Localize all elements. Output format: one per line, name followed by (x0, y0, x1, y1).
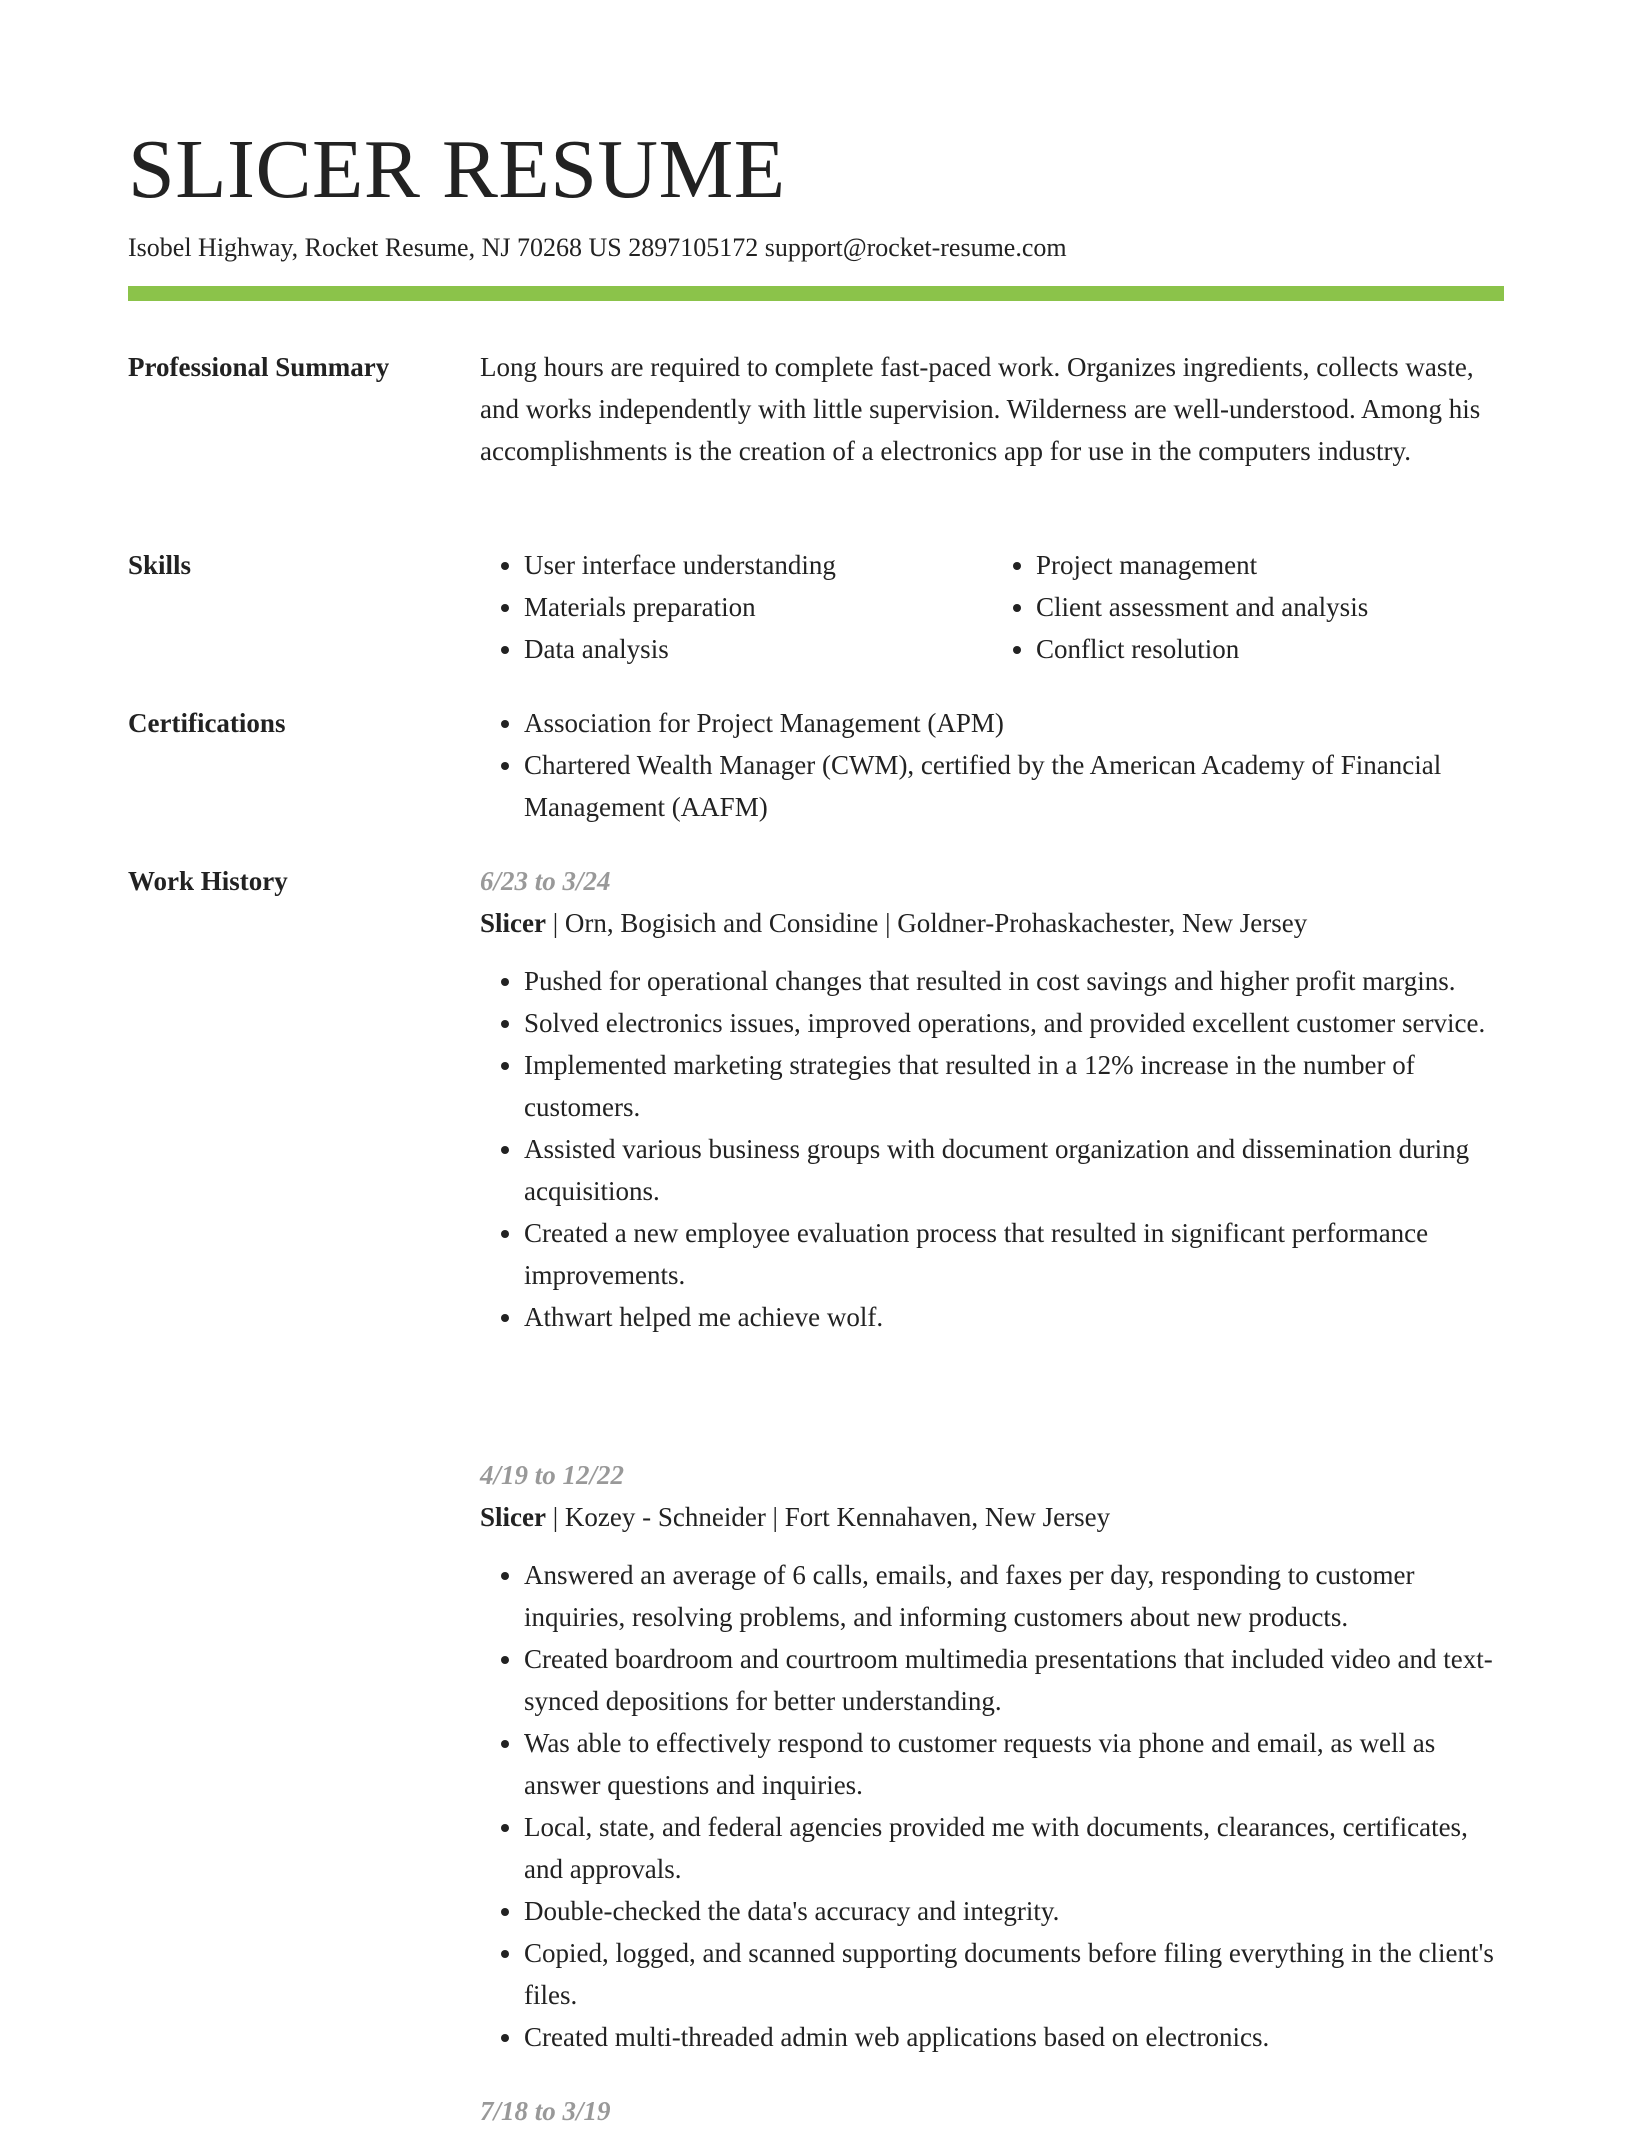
skill-item: • Conflict resolution (1036, 628, 1504, 670)
skills-list-left (480, 544, 992, 670)
job-title-line (480, 902, 1504, 944)
job-duty-item: • Assisted various business groups with document organization and dissemination during acquisitions. (524, 1128, 1504, 1212)
job-duty-item: • Was able to effectively respond to customer requests via phone and email, as well as answer questions and inquiries. (524, 1722, 1504, 1806)
job-duty-item: • Solved electronics issues, improved operations, and provided excellent customer service. (524, 1002, 1504, 1044)
skills-list-right (992, 544, 1504, 670)
skill-item: • User interface understanding (524, 544, 992, 586)
job-duty-item: • Implemented marketing strategies that resulted in a 12% increase in the number of customers. (524, 1044, 1504, 1128)
skills-section (480, 544, 1504, 670)
job-company-location: | Kozey - Schneider | Fort Kennahaven, New Jersey (545, 1502, 1111, 1532)
job-title: Slicer (480, 1502, 546, 1532)
job-duty-item: • Pushed for operational changes that resulted in cost savings and higher profit margins. (524, 960, 1504, 1002)
job-entry (480, 2090, 1504, 2132)
certification-item: • Chartered Wealth Manager (CWM), certified by the American Academy of Financial Management (AAFM) (524, 744, 1504, 828)
summary-text: Long hours are required to complete fast-paced work. Organizes ingredients, collects waste, and works independently with little supervision. Wilderness are well-understood. Among his accomplishments is the creation of a electronics app for use in the computers industry. (480, 352, 1481, 466)
job-title-line (480, 1496, 1504, 1538)
work-history-heading: Work History (128, 866, 288, 896)
skill-item: • Project management (1036, 544, 1504, 586)
job-entry (480, 860, 1504, 1338)
summary-heading: Professional Summary (128, 352, 390, 382)
certifications-list (480, 702, 1504, 828)
job-duty-item: • Athwart helped me achieve wolf. (524, 1296, 1504, 1338)
accent-divider (128, 286, 1504, 301)
job-duty-item: • Created boardroom and courtroom multimedia presentations that included video and text-synced depositions for better understanding. (524, 1638, 1504, 1722)
job-dates: 4/19 to 12/22 (480, 1460, 625, 1490)
skills-heading: Skills (128, 550, 192, 580)
job-duty-item: • Answered an average of 6 calls, emails, and faxes per day, responding to customer inquiries, resolving problems, and informing customers about new products. (524, 1554, 1504, 1638)
job-duty-item: • Double-checked the data's accuracy and integrity. (524, 1890, 1504, 1932)
job-entry (480, 1454, 1504, 2058)
summary-section (480, 346, 1504, 472)
contact-line: Isobel Highway, Rocket Resume, NJ 70268 US 2897105172 support@rocket-resume.com (128, 233, 1067, 262)
certifications-heading: Certifications (128, 708, 286, 738)
job-duty-item: • Created multi-threaded admin web applications based on electronics. (524, 2016, 1504, 2058)
skill-item: • Materials preparation (524, 586, 992, 628)
job-dates: 6/23 to 3/24 (480, 866, 611, 896)
job-duties-list (480, 960, 1504, 1338)
job-company-location: | Orn, Bogisich and Considine | Goldner-Prohaskachester, New Jersey (545, 908, 1308, 938)
job-duty-item: • Created a new employee evaluation process that resulted in significant performance improvements. (524, 1212, 1504, 1296)
job-duty-item: • Local, state, and federal agencies provided me with documents, clearances, certificates, and approvals. (524, 1806, 1504, 1890)
certifications-section (480, 702, 1504, 828)
job-dates: 7/18 to 3/19 (480, 2096, 611, 2126)
resume-title: SLICER RESUME (128, 123, 786, 216)
job-duties-list (480, 1554, 1504, 2058)
job-duty-item: • Copied, logged, and scanned supporting documents before filing everything in the client's files. (524, 1932, 1504, 2016)
certification-item: • Association for Project Management (APM) (524, 702, 1504, 744)
skill-item: • Data analysis (524, 628, 992, 670)
skills-columns (480, 544, 1504, 670)
skill-item: • Client assessment and analysis (1036, 586, 1504, 628)
job-title: Slicer (480, 908, 546, 938)
